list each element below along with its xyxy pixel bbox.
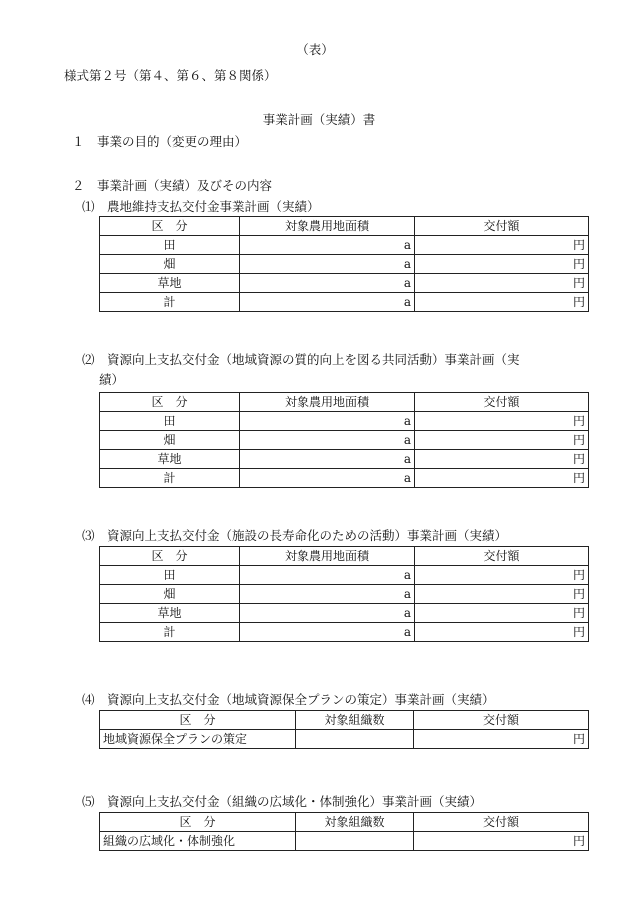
header-area: 対象農用地面積	[240, 547, 415, 566]
form-number: 様式第２号（第４、第６、第８関係）	[64, 68, 277, 83]
amount-cell[interactable]: 円	[414, 730, 589, 749]
table-header-row	[100, 217, 589, 236]
header-amount: 交付額	[415, 547, 589, 566]
amount-cell[interactable]: 円	[415, 604, 589, 623]
table-row	[100, 431, 589, 450]
table-1-title: ⑴ 農地維持支払交付金事業計画（実績）	[82, 199, 320, 214]
table-2-quality-improvement	[99, 392, 589, 488]
header-category: 区 分	[100, 217, 240, 236]
table-header-row	[100, 813, 589, 832]
table-row-total	[100, 293, 589, 312]
row-label: 草地	[100, 450, 240, 469]
header-category: 区 分	[100, 813, 296, 832]
row-label: 畑	[100, 431, 240, 450]
area-cell[interactable]: a	[240, 585, 415, 604]
row-label: 地域資源保全プランの策定	[100, 730, 296, 749]
header-category: 区 分	[100, 547, 240, 566]
table-row	[100, 255, 589, 274]
area-cell[interactable]: a	[240, 255, 415, 274]
amount-cell[interactable]: 円	[415, 623, 589, 642]
amount-cell[interactable]: 円	[415, 431, 589, 450]
row-label: 田	[100, 566, 240, 585]
table-row	[100, 412, 589, 431]
table-2-title-line1: ⑵ 資源向上支払交付金（地域資源の質的向上を図る共同活動）事業計画（実	[82, 352, 520, 367]
top-label: （表）	[296, 42, 334, 57]
table-header-row	[100, 393, 589, 412]
table-4-title: ⑷ 資源向上支払交付金（地域資源保全プランの策定）事業計画（実績）	[82, 692, 495, 707]
table-3-facility-longevity	[99, 546, 589, 642]
table-row	[100, 450, 589, 469]
row-label: 草地	[100, 604, 240, 623]
row-label: 計	[100, 623, 240, 642]
table-1-farmland-maintenance	[99, 216, 589, 312]
header-area: 対象農用地面積	[240, 393, 415, 412]
amount-cell[interactable]: 円	[415, 274, 589, 293]
table-row-total	[100, 469, 589, 488]
row-label: 計	[100, 293, 240, 312]
table-5-title: ⑸ 資源向上支払交付金（組織の広域化・体制強化）事業計画（実績）	[82, 794, 483, 809]
area-cell[interactable]: a	[240, 623, 415, 642]
header-amount: 交付額	[415, 217, 589, 236]
row-label: 田	[100, 236, 240, 255]
amount-cell[interactable]: 円	[415, 585, 589, 604]
table-header-row	[100, 711, 589, 730]
header-org-count: 対象組織数	[296, 813, 414, 832]
section-1-heading: １ 事業の目的（変更の理由）	[72, 134, 248, 149]
amount-cell[interactable]: 円	[415, 412, 589, 431]
table-row	[100, 274, 589, 293]
table-row	[100, 236, 589, 255]
area-cell[interactable]: a	[240, 469, 415, 488]
amount-cell[interactable]: 円	[414, 832, 589, 851]
header-amount: 交付額	[414, 813, 589, 832]
row-label: 畑	[100, 585, 240, 604]
row-label: 計	[100, 469, 240, 488]
row-label: 草地	[100, 274, 240, 293]
header-category: 区 分	[100, 711, 296, 730]
amount-cell[interactable]: 円	[415, 236, 589, 255]
table-row	[100, 832, 589, 851]
area-cell[interactable]: a	[240, 412, 415, 431]
amount-cell[interactable]: 円	[415, 566, 589, 585]
table-3-title: ⑶ 資源向上支払交付金（施設の長寿命化のための活動）事業計画（実績）	[82, 528, 508, 543]
header-area: 対象農用地面積	[240, 217, 415, 236]
header-org-count: 対象組織数	[296, 711, 414, 730]
org-count-cell[interactable]	[296, 730, 414, 749]
row-label: 組織の広域化・体制強化	[100, 832, 296, 851]
amount-cell[interactable]: 円	[415, 293, 589, 312]
area-cell[interactable]: a	[240, 293, 415, 312]
table-header-row	[100, 547, 589, 566]
area-cell[interactable]: a	[240, 604, 415, 623]
table-2-title-line2: 績）	[99, 372, 125, 387]
document-title: 事業計画（実績）書	[262, 112, 376, 127]
table-row	[100, 730, 589, 749]
table-4-conservation-plan	[99, 710, 589, 749]
row-label: 畑	[100, 255, 240, 274]
header-amount: 交付額	[414, 711, 589, 730]
table-row	[100, 566, 589, 585]
area-cell[interactable]: a	[240, 450, 415, 469]
table-row	[100, 604, 589, 623]
amount-cell[interactable]: 円	[415, 450, 589, 469]
table-5-organization-strengthening	[99, 812, 589, 851]
area-cell[interactable]: a	[240, 274, 415, 293]
amount-cell[interactable]: 円	[415, 255, 589, 274]
area-cell[interactable]: a	[240, 431, 415, 450]
area-cell[interactable]: a	[240, 566, 415, 585]
org-count-cell[interactable]	[296, 832, 414, 851]
amount-cell[interactable]: 円	[415, 469, 589, 488]
header-category: 区 分	[100, 393, 240, 412]
header-amount: 交付額	[415, 393, 589, 412]
row-label: 田	[100, 412, 240, 431]
table-row	[100, 585, 589, 604]
section-2-heading: ２ 事業計画（実績）及びその内容	[72, 178, 273, 193]
table-row-total	[100, 623, 589, 642]
area-cell[interactable]: a	[240, 236, 415, 255]
